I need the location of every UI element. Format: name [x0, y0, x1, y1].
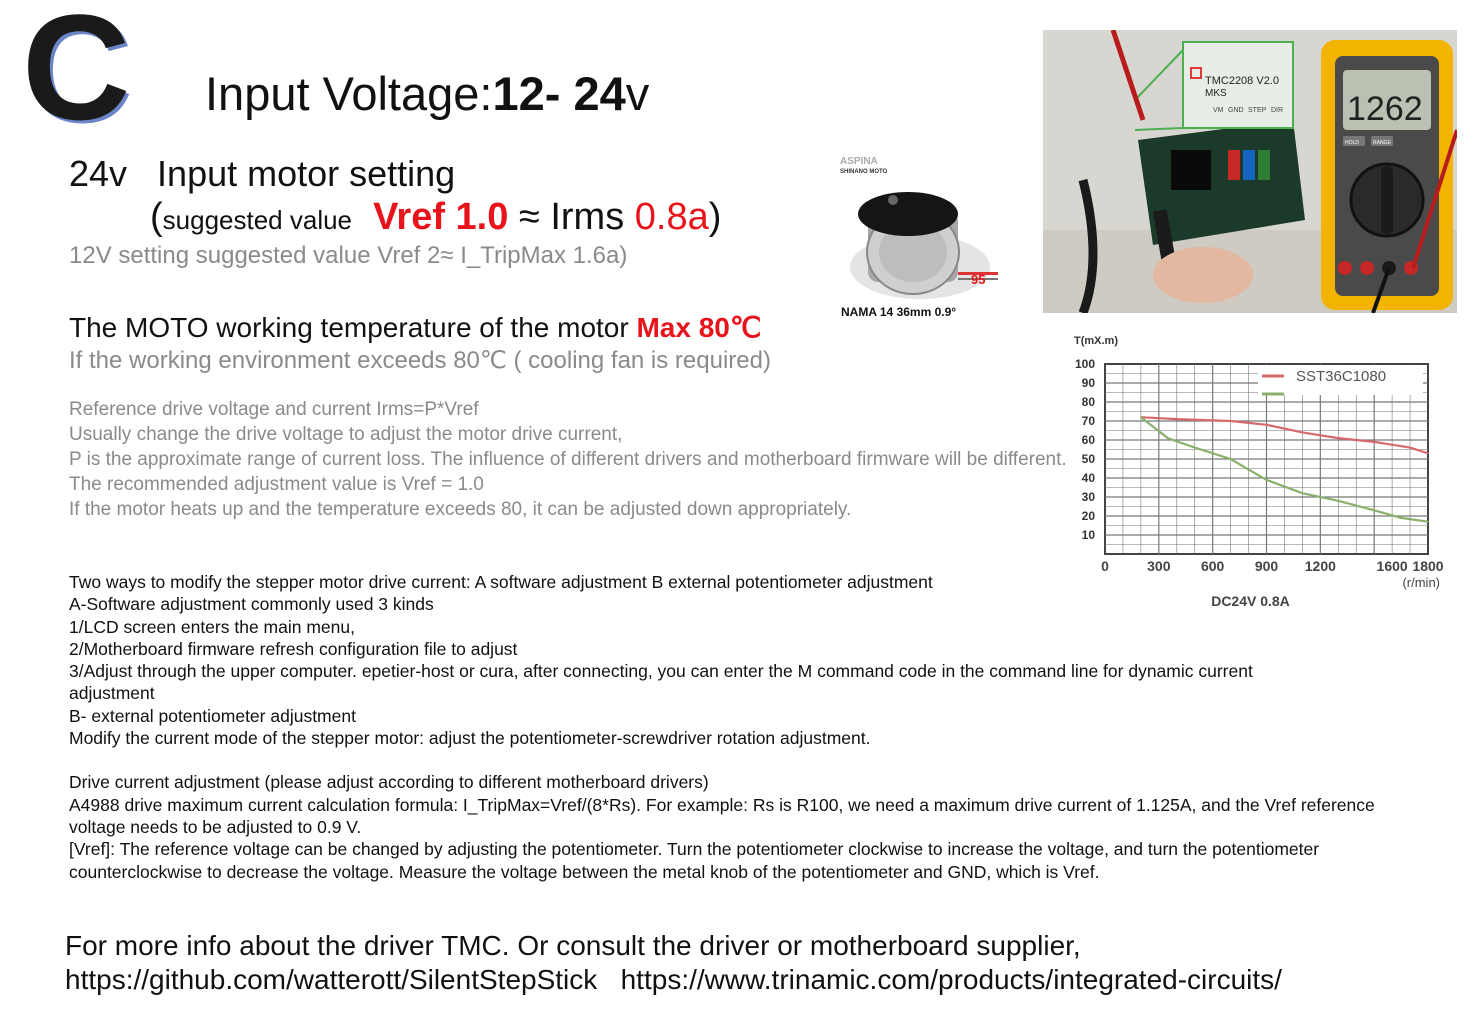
chart-point [1400, 517, 1402, 519]
setting-24v-voltage: 24v [69, 153, 128, 194]
multimeter-photo [1043, 30, 1457, 313]
chart-point [1167, 437, 1169, 439]
chart-y-tick-label: 10 [1081, 528, 1095, 542]
suggested-close-paren: ) [708, 196, 722, 238]
driver-label: TMC2208 V2.0 [1205, 75, 1279, 87]
page-title [205, 66, 649, 121]
chart-point [1230, 458, 1232, 460]
chart-y-tick-label: 80 [1081, 395, 1095, 409]
chart-point [1302, 492, 1304, 494]
footer [65, 929, 1282, 997]
chart-point [1427, 521, 1429, 523]
chart-point [1373, 510, 1375, 512]
chart-footnote: DC24V 0.8A [1211, 593, 1290, 609]
suggested-value-line [150, 196, 721, 239]
chart-x-tick-label: 1200 [1304, 558, 1336, 574]
temperature-max: Max 80℃ [636, 312, 762, 343]
motor-brand-sub: SHINANO MOTO [840, 169, 888, 175]
chart-point [1409, 447, 1411, 449]
chart-point [1194, 447, 1196, 449]
driver-pin-label: DIR [1271, 107, 1284, 114]
methods-line: 2/Motherboard firmware refresh configuration file to adjust [69, 638, 518, 659]
chart-point [1302, 432, 1304, 434]
drive-current-line: A4988 drive maximum current calculation formula: I_TripMax=Vref/(8*Rs). For example: Rs is R100, we need a maximum drive current of 1.125A, and the Vref reference voltage needs to be adjusted to 0.9 V. [69, 794, 1375, 837]
reference-line-5: If the motor heats up and the temperature exceeds 80, it can be adjusted down appropriately. [69, 499, 852, 520]
driver-pin-label: STEP [1248, 107, 1267, 114]
section-letter-badge: C [22, 0, 131, 151]
title-voltage-range: 12- 24 [492, 67, 626, 120]
chart-point [1373, 441, 1375, 443]
chart-point [1230, 420, 1232, 422]
suggested-open-paren: ( [150, 196, 163, 238]
setting-24v-label: Input motor setting [157, 153, 456, 194]
chart-point [1176, 418, 1178, 420]
reference-line-1: Reference drive voltage and current Irms=P*Vref [69, 399, 479, 420]
drive-current-line: [Vref]: The reference voltage can be changed by adjusting the potentiometer. Turn the potentiometer clockwise to increase the voltage, and turn the potentiometer counterclockwise to decrease the voltage. Measure the voltage between the metal knob of the potentiometer and GND, which is Vref. [69, 839, 1320, 882]
title-label: Input Voltage: [205, 67, 493, 120]
chart-y-tick-label: 50 [1081, 452, 1095, 466]
methods-line: Two ways to modify the stepper motor drive current: A software adjustment B external potentiometer adjustment [69, 572, 933, 592]
temperature-label: The MOTO working temperature of the motor [69, 312, 637, 343]
methods-line: Modify the current mode of the stepper motor: adjust the potentiometer-screwdriver rotation adjustment. [69, 728, 871, 749]
chart-x-tick-label: 600 [1200, 558, 1225, 574]
motor-mark: 95 [971, 272, 986, 287]
chart-x-tick-label: 300 [1147, 558, 1171, 574]
reference-line-4: The recommended adjustment value is Vref = 1.0 [69, 474, 484, 495]
methods-line: 3/Adjust through the upper computer. epetier-host or cura, after connecting, you can enter the M command code in the command line for dynamic current adjustment [69, 661, 1253, 704]
meter-button: HOLD [1345, 140, 1359, 146]
chart-x-tick-label: 900 [1254, 558, 1279, 574]
methods-line: A-Software adjustment commonly used 3 kinds [69, 594, 434, 615]
chart-y-tick-label: 70 [1081, 414, 1095, 428]
driver-maker: MKS [1205, 88, 1227, 99]
title-unit: v [625, 67, 650, 120]
chart-x-axis-label: (r/min) [1402, 575, 1440, 590]
reference-line-2: Usually change the drive voltage to adjust the motor drive current, [69, 424, 623, 445]
chart-point [1140, 416, 1142, 418]
chart-y-tick-label: 100 [1074, 357, 1095, 371]
setting-24v-heading [69, 153, 455, 195]
chart-x-tick-label: 0 [1101, 558, 1109, 574]
setting-12v-line: 12V setting suggested value Vref 2≈ I_TripMax 1.6a) [69, 242, 628, 269]
chart-y-axis-label: T(mX.m) [1074, 335, 1118, 347]
suggested-approx: ≈ Irms [508, 196, 635, 238]
chart-point [1337, 500, 1339, 502]
suggested-label: suggested value [162, 205, 353, 235]
chart-point [1266, 424, 1268, 426]
drive-current-line: Drive current adjustment (please adjust according to different motherboard drivers) [69, 772, 709, 793]
chart-point [1266, 479, 1268, 481]
chart-y-tick-label: 40 [1081, 471, 1095, 485]
reference-line-3: P is the approximate range of current loss. The influence of different drivers and motherboard firmware will be different. [69, 449, 1067, 470]
meter-button: RANGE [1373, 140, 1391, 146]
methods-line: B- external potentiometer adjustment [69, 705, 356, 726]
motor-caption: NAMA 14 36mm 0.9° [841, 305, 957, 319]
footer-info: For more info about the driver TMC. Or consult the driver or motherboard supplier, [65, 930, 1081, 961]
motor-brand: ASPINA [840, 156, 878, 167]
meter-reading: 1262 [1347, 90, 1423, 128]
driver-pin-label: GND [1228, 107, 1244, 114]
chart-y-tick-label: 20 [1081, 509, 1095, 523]
silentstepstick-link[interactable]: https://github.com/watterott/SilentStepStick [65, 964, 598, 995]
temperature-note: If the working environment exceeds 80℃ ( cooling fan is required) [69, 347, 771, 374]
chart-legend-label: SST36C1080 [1296, 368, 1387, 385]
temperature-heading [69, 311, 761, 344]
motor-image [838, 152, 1008, 327]
chart-point [1337, 437, 1339, 439]
suggested-vref: Vref 1.0 [373, 196, 509, 238]
trinamic-link[interactable]: https://www.trinamic.com/products/integrated-circuits/ [620, 964, 1282, 995]
chart-y-tick-label: 30 [1081, 490, 1095, 504]
methods-line: 1/LCD screen enters the main menu, [69, 616, 355, 637]
chart-x-tick-label: 1800 [1412, 558, 1444, 574]
suggested-irms: 0.8a [634, 196, 709, 238]
driver-pin-label: VM [1213, 107, 1224, 114]
chart-x-tick-label: 1600 [1376, 558, 1408, 574]
chart-y-tick-label: 90 [1081, 376, 1095, 390]
chart-y-tick-label: 60 [1081, 433, 1095, 447]
torque-speed-chart [1060, 330, 1474, 620]
chart-point [1427, 453, 1429, 455]
